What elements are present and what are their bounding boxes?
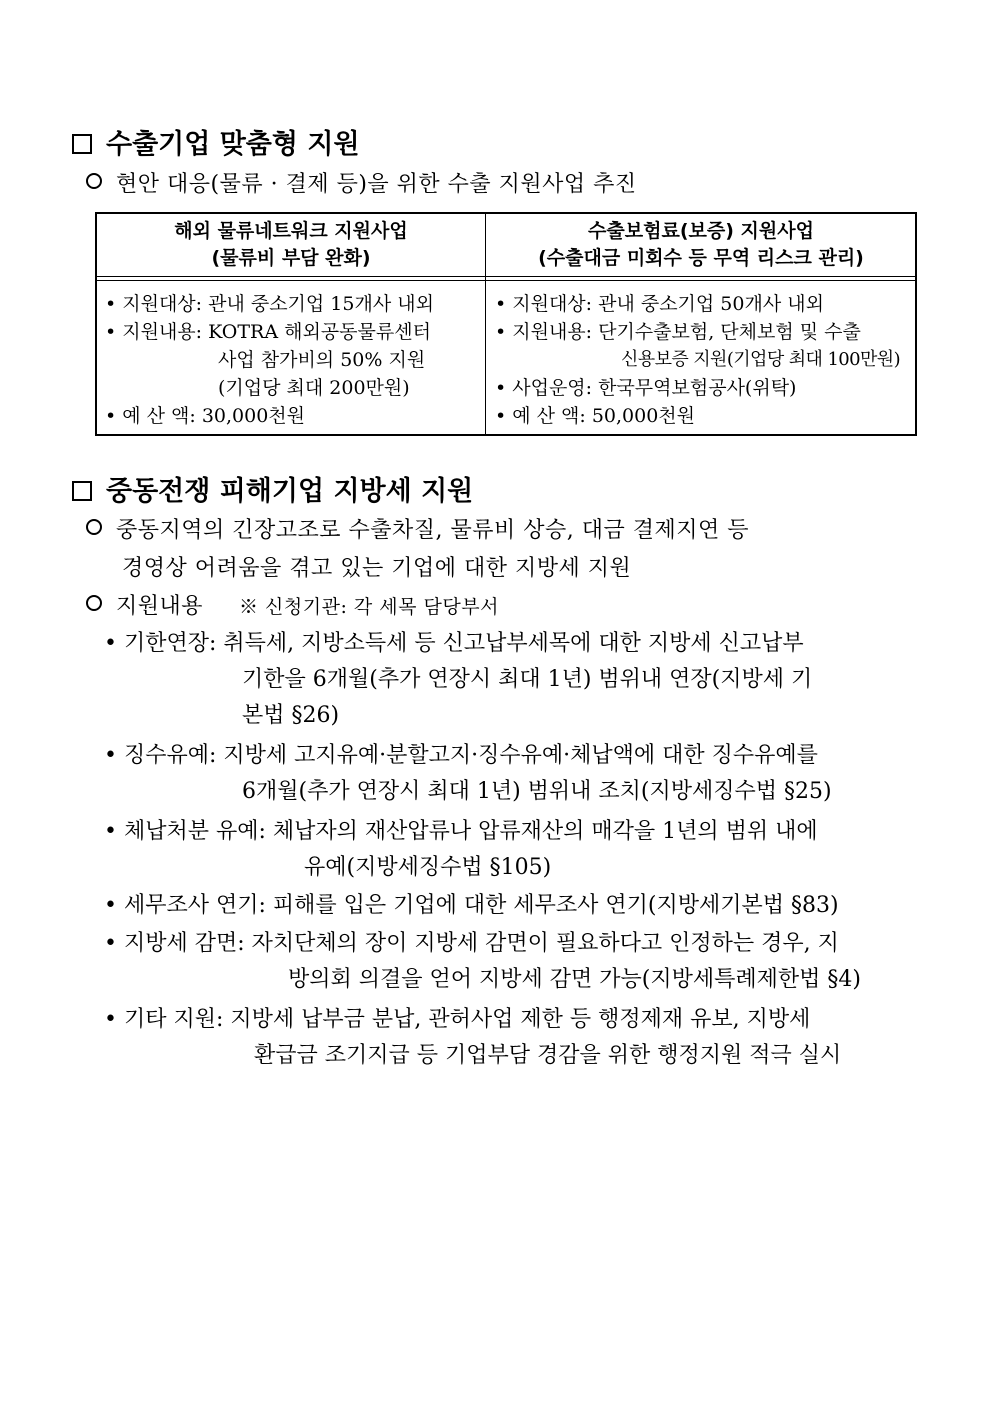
checkbox-square-icon [72, 134, 92, 154]
section1-intro [86, 170, 637, 200]
table-line: • 지원내용: 단기수출보험, 단체보험 및 수출 [495, 321, 861, 343]
section2-intro-line2: 경영상 어려움을 겪고 있는 기업에 대한 지방세 지원 [122, 556, 632, 581]
table-header-right-title: 수출보험료(보증) 지원사업 [588, 220, 814, 242]
section1-heading [72, 128, 360, 162]
list-item-line: • 지방세 감면: 자치단체의 장이 지방세 감면이 필요하다고 인정하는 경우, 지 [104, 931, 839, 956]
support-table [95, 212, 917, 436]
table-header-right-subtitle: (수출대금 미회수 등 무역 리스크 관리) [538, 247, 864, 269]
section2-intro-cont [122, 554, 631, 584]
list-item-line: • 세무조사 연기: 피해를 입은 기업에 대한 세무조사 연기(지방세기본법 §83) [104, 893, 839, 918]
list-item [104, 926, 922, 998]
list-item-line: • 기한연장: 취득세, 지방소득세 등 신고납부세목에 대한 지방세 신고납부 [104, 631, 804, 656]
checkbox-square-icon [72, 481, 92, 501]
list-item-line: • 체납처분 유예: 체납자의 재산압류나 압류재산의 매각을 1년의 범위 내에 [104, 819, 818, 844]
section2-heading-text: 중동전쟁 피해기업 지방세 지원 [106, 476, 474, 507]
section1-heading-text: 수출기업 맞춤형 지원 [106, 129, 360, 160]
support-content-heading [86, 592, 499, 622]
circle-bullet-icon [86, 519, 102, 535]
table-line: 사업 참가비의 50% 지원 [218, 349, 426, 371]
circle-bullet-icon [86, 595, 102, 611]
table-line: • 지원대상: 관내 중소기업 15개사 내외 [105, 293, 434, 315]
list-item-line: 유예(지방세징수법 §105) [304, 855, 552, 880]
list-item-line: 환급금 조기지급 등 기업부담 경감을 위한 행정지원 적극 실시 [254, 1043, 842, 1068]
list-item-line: 본법 §26) [242, 703, 340, 728]
table-cell-right [495, 290, 915, 430]
list-item-line: • 징수유예: 지방세 고지유예·분할고지·징수유예·체납액에 대한 징수유예를 [104, 743, 818, 768]
section2-intro-line1: 중동지역의 긴장고조로 수출차질, 물류비 상승, 대금 결제지연 등 [116, 518, 749, 543]
list-item-line: 기한을 6개월(추가 연장시 최대 1년) 범위내 연장(지방세 기 [242, 667, 813, 692]
section2-intro [86, 516, 749, 546]
section2-heading [72, 475, 473, 509]
table-cell-left [105, 290, 483, 430]
list-item-line: 6개월(추가 연장시 최대 1년) 범위내 조치(지방세징수법 §25) [242, 779, 832, 804]
table-header-left-subtitle: (물류비 부담 완화) [211, 247, 371, 269]
list-item [104, 1002, 922, 1074]
table-header-divider-double [97, 280, 915, 281]
table-header-left [97, 218, 485, 274]
list-item [104, 626, 922, 734]
table-line: • 예 산 액: 50,000천원 [495, 405, 696, 427]
table-header-right [487, 218, 915, 274]
table-line: • 지원대상: 관내 중소기업 50개사 내외 [495, 293, 824, 315]
table-header-left-title: 해외 물류네트워크 지원사업 [174, 220, 408, 242]
table-line: • 지원내용: KOTRA 해외공동물류센터 [105, 321, 431, 343]
table-line: • 사업운영: 한국무역보험공사(위탁) [495, 377, 797, 399]
list-item [104, 888, 922, 924]
support-note: ※ 신청기관: 각 세목 담당부서 [239, 596, 499, 618]
list-item [104, 814, 922, 886]
list-item [104, 738, 922, 810]
list-item-line: • 기타 지원: 지방세 납부금 분납, 관허사업 제한 등 행정제재 유보, 지방세 [104, 1007, 811, 1032]
table-line: • 예 산 액: 30,000천원 [105, 405, 306, 427]
table-line: (기업당 최대 200만원) [218, 377, 410, 399]
table-header-divider [97, 276, 915, 277]
table-column-divider [485, 214, 486, 434]
list-item-line: 방의회 의결을 얻어 지방세 감면 가능(지방세특례제한법 §4) [288, 967, 861, 992]
table-line: 신용보증 지원(기업당 최대 100만원) [621, 349, 901, 370]
support-label: 지원내용 [116, 594, 204, 619]
circle-bullet-icon [86, 173, 102, 189]
section1-intro-text: 현안 대응(물류 · 결제 등)을 위한 수출 지원사업 추진 [116, 172, 637, 197]
